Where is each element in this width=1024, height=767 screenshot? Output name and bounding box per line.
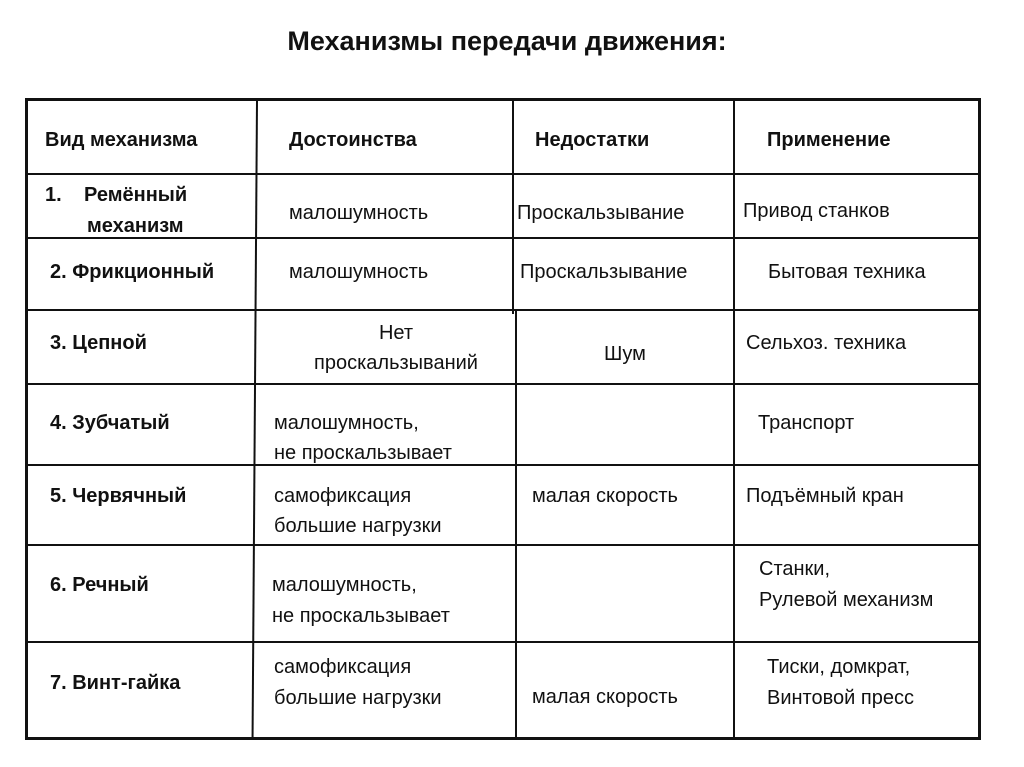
mechanism-name: 2. Фрикционный xyxy=(50,261,215,283)
advantage-cell: не проскальзывает xyxy=(274,442,452,464)
disadvantage-cell: Шум xyxy=(604,343,646,365)
row-divider xyxy=(28,641,978,643)
advantage-cell: малошумность xyxy=(289,202,429,224)
mechanism-name: 4. Зубчатый xyxy=(50,412,170,434)
column-divider xyxy=(512,101,514,314)
application-cell: Бытовая техника xyxy=(768,261,926,283)
disadvantage-cell: Проскальзывание xyxy=(517,202,685,224)
application-cell: Винтовой пресс xyxy=(767,687,914,709)
column-divider xyxy=(733,101,735,737)
column-divider xyxy=(515,309,517,737)
application-cell: Подъёмный кран xyxy=(746,485,904,507)
column-header-type: Вид механизма xyxy=(45,129,198,151)
advantage-cell: Нет xyxy=(378,322,414,344)
mechanism-name: 7. Винт-гайка xyxy=(50,672,181,694)
advantage-cell: малошумность xyxy=(289,261,429,283)
advantage-cell: большие нагрузки xyxy=(274,687,442,709)
row-divider xyxy=(28,464,978,466)
mechanism-name: механизм xyxy=(87,215,184,237)
advantage-cell: самофиксация xyxy=(274,656,412,678)
advantage-cell: проскальзываний xyxy=(314,352,478,374)
mechanism-name: 5. Червячный xyxy=(50,485,187,507)
advantage-cell: малошумность, xyxy=(274,412,419,434)
application-cell: Тиски, домкрат, xyxy=(767,656,911,678)
mechanism-name: Ремённый xyxy=(84,184,188,206)
disadvantage-cell: малая скорость xyxy=(532,485,678,507)
advantage-cell: не проскальзывает xyxy=(272,605,450,627)
row-divider xyxy=(28,173,978,175)
row-divider xyxy=(28,309,978,311)
mechanisms-table xyxy=(25,98,981,740)
column-header-disadvantages: Недостатки xyxy=(535,129,650,151)
row-number: 1. xyxy=(45,184,62,206)
mechanism-name: 6. Речный xyxy=(50,574,149,596)
application-cell: Сельхоз. техника xyxy=(746,332,907,354)
column-header-application: Применение xyxy=(767,129,891,151)
row-divider xyxy=(28,544,978,546)
application-cell: Привод станков xyxy=(743,200,890,222)
disadvantage-cell: малая скорость xyxy=(532,686,678,708)
column-header-advantages: Достоинства xyxy=(289,129,417,151)
advantage-cell: самофиксация xyxy=(274,485,412,507)
disadvantage-cell: Проскальзывание xyxy=(520,261,688,283)
application-cell: Станки, xyxy=(759,558,831,580)
advantage-cell: малошумность, xyxy=(272,574,417,596)
mechanism-name: 3. Цепной xyxy=(50,332,147,354)
row-divider xyxy=(28,383,978,385)
application-cell: Транспорт xyxy=(758,412,855,434)
page-title: Механизмы передачи движения: xyxy=(287,26,727,56)
application-cell: Рулевой механизм xyxy=(759,589,934,611)
advantage-cell: большие нагрузки xyxy=(274,515,442,537)
